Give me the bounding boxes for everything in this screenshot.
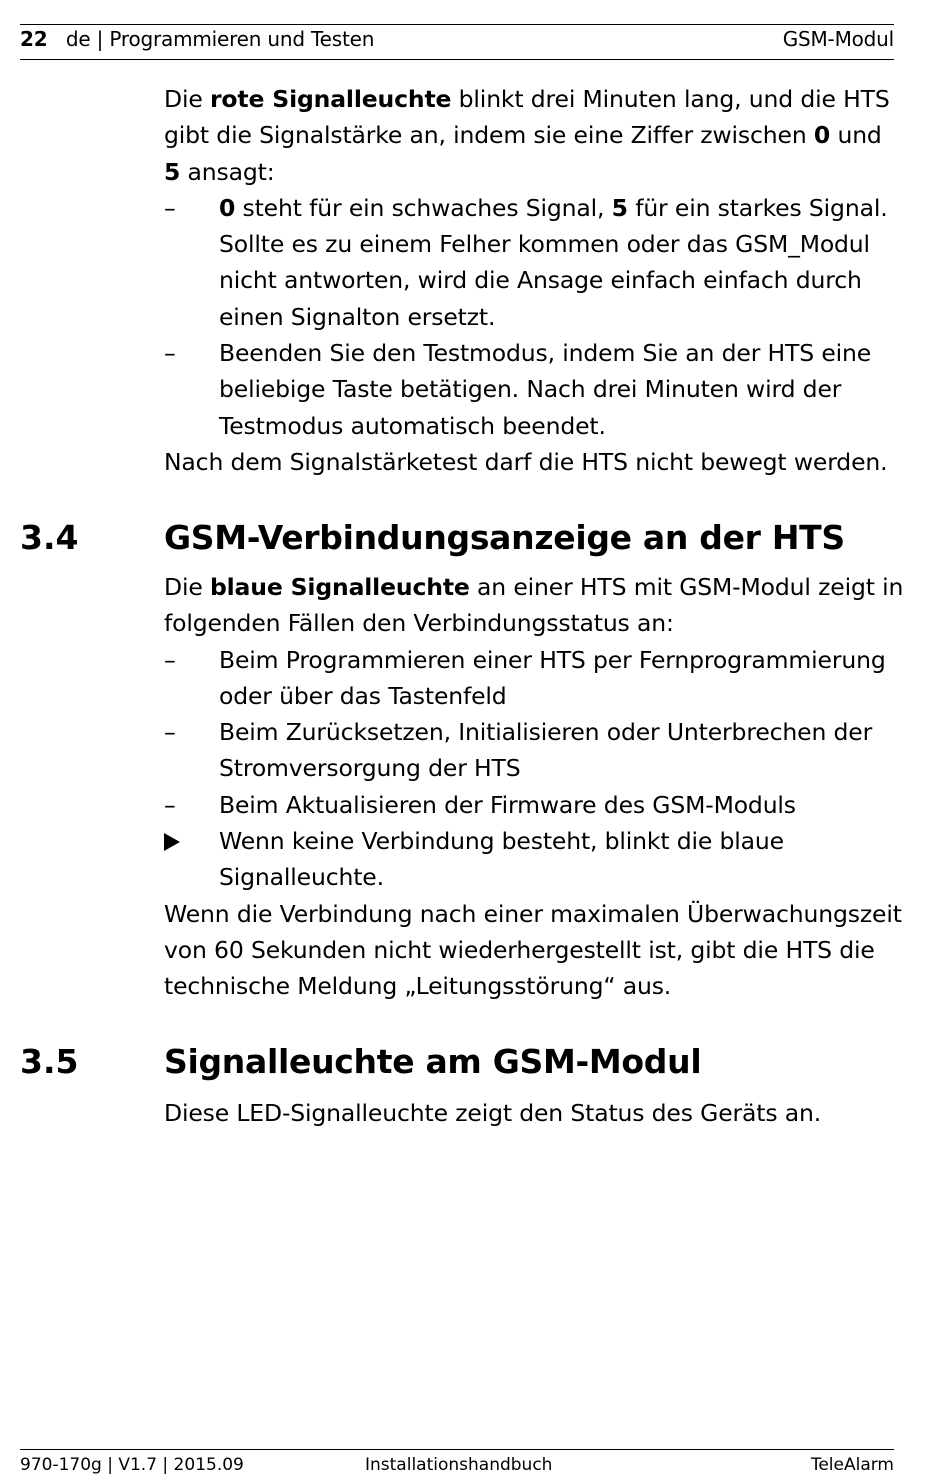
page-number: 22	[20, 27, 48, 51]
section-34-body	[164, 569, 904, 1005]
section-heading: Signalleuchte am GSM-Modul	[164, 1042, 702, 1081]
section-34-intro: Die blaue Signalleuchte an einer HTS mit GSM-Modul zeigt in folgenden Fällen den Verbindungsstatus an:	[164, 573, 904, 638]
header-top-rule	[20, 24, 894, 25]
list-item: – Beim Aktualisieren der Firmware des GSM-Moduls	[164, 787, 904, 823]
section-number: 3.4	[20, 518, 79, 557]
dash-bullet: –	[164, 193, 176, 222]
intro-closing-paragraph: Nach dem Signalstärketest darf die HTS nicht bewegt werden.	[164, 447, 888, 476]
header-product: GSM-Modul	[782, 27, 894, 51]
triangle-arrow-icon	[164, 823, 180, 859]
footer-doc-id: 970-170g | V1.7 | 2015.09	[20, 1455, 244, 1475]
action-step: Wenn keine Verbindung besteht, blinkt die blaue Signalleuchte.	[164, 823, 904, 896]
header-bottom-rule	[20, 59, 894, 60]
footer-doc-type: Installationshandbuch	[365, 1455, 553, 1475]
section-number: 3.5	[20, 1042, 79, 1081]
dash-bullet: –	[164, 718, 176, 747]
intro-paragraph: Die rote Signalleuchte blinkt drei Minuten lang, und die HTS gibt die Signalstärke an, indem sie eine Ziffer zwischen 0 und 5 ansagt:	[164, 85, 890, 186]
running-header-left	[20, 27, 374, 51]
dash-bullet: –	[164, 339, 176, 368]
section-35-body	[164, 1095, 904, 1131]
dash-bullet: –	[164, 645, 176, 674]
list-item: – 0 steht für ein schwaches Signal, 5 für ein starkes Signal. Sollte es zu einem Felher kommen oder das GSM_Modul nicht antworten, wird die Ansage einfach einfach durch einen Signalton ersetzt.	[164, 190, 904, 335]
list-item: – Beenden Sie den Testmodus, indem Sie an der HTS eine beliebige Taste betätigen. Nach drei Minuten wird der Testmodus automatisch beendet.	[164, 335, 904, 444]
dash-bullet: –	[164, 790, 176, 819]
list-item: – Beim Zurücksetzen, Initialisieren oder Unterbrechen der Stromversorgung der HTS	[164, 714, 904, 787]
footer-brand: TeleAlarm	[810, 1455, 894, 1475]
header-section: de | Programmieren und Testen	[65, 27, 375, 51]
footer-rule	[20, 1449, 894, 1450]
section-35-paragraph: Diese LED-Signalleuchte zeigt den Status des Geräts an.	[164, 1099, 822, 1127]
section-34-closing: Wenn die Verbindung nach einer maximalen Überwachungszeit von 60 Sekunden nicht wiederhergestellt ist, gibt die HTS die technische Meldung „Leitungsstörung“ aus.	[164, 899, 902, 1001]
list-item: – Beim Programmieren einer HTS per Fernprogrammierung oder über das Tastenfeld	[164, 642, 904, 715]
intro-block	[164, 81, 904, 480]
section-heading: GSM-Verbindungsanzeige an der HTS	[164, 518, 845, 557]
